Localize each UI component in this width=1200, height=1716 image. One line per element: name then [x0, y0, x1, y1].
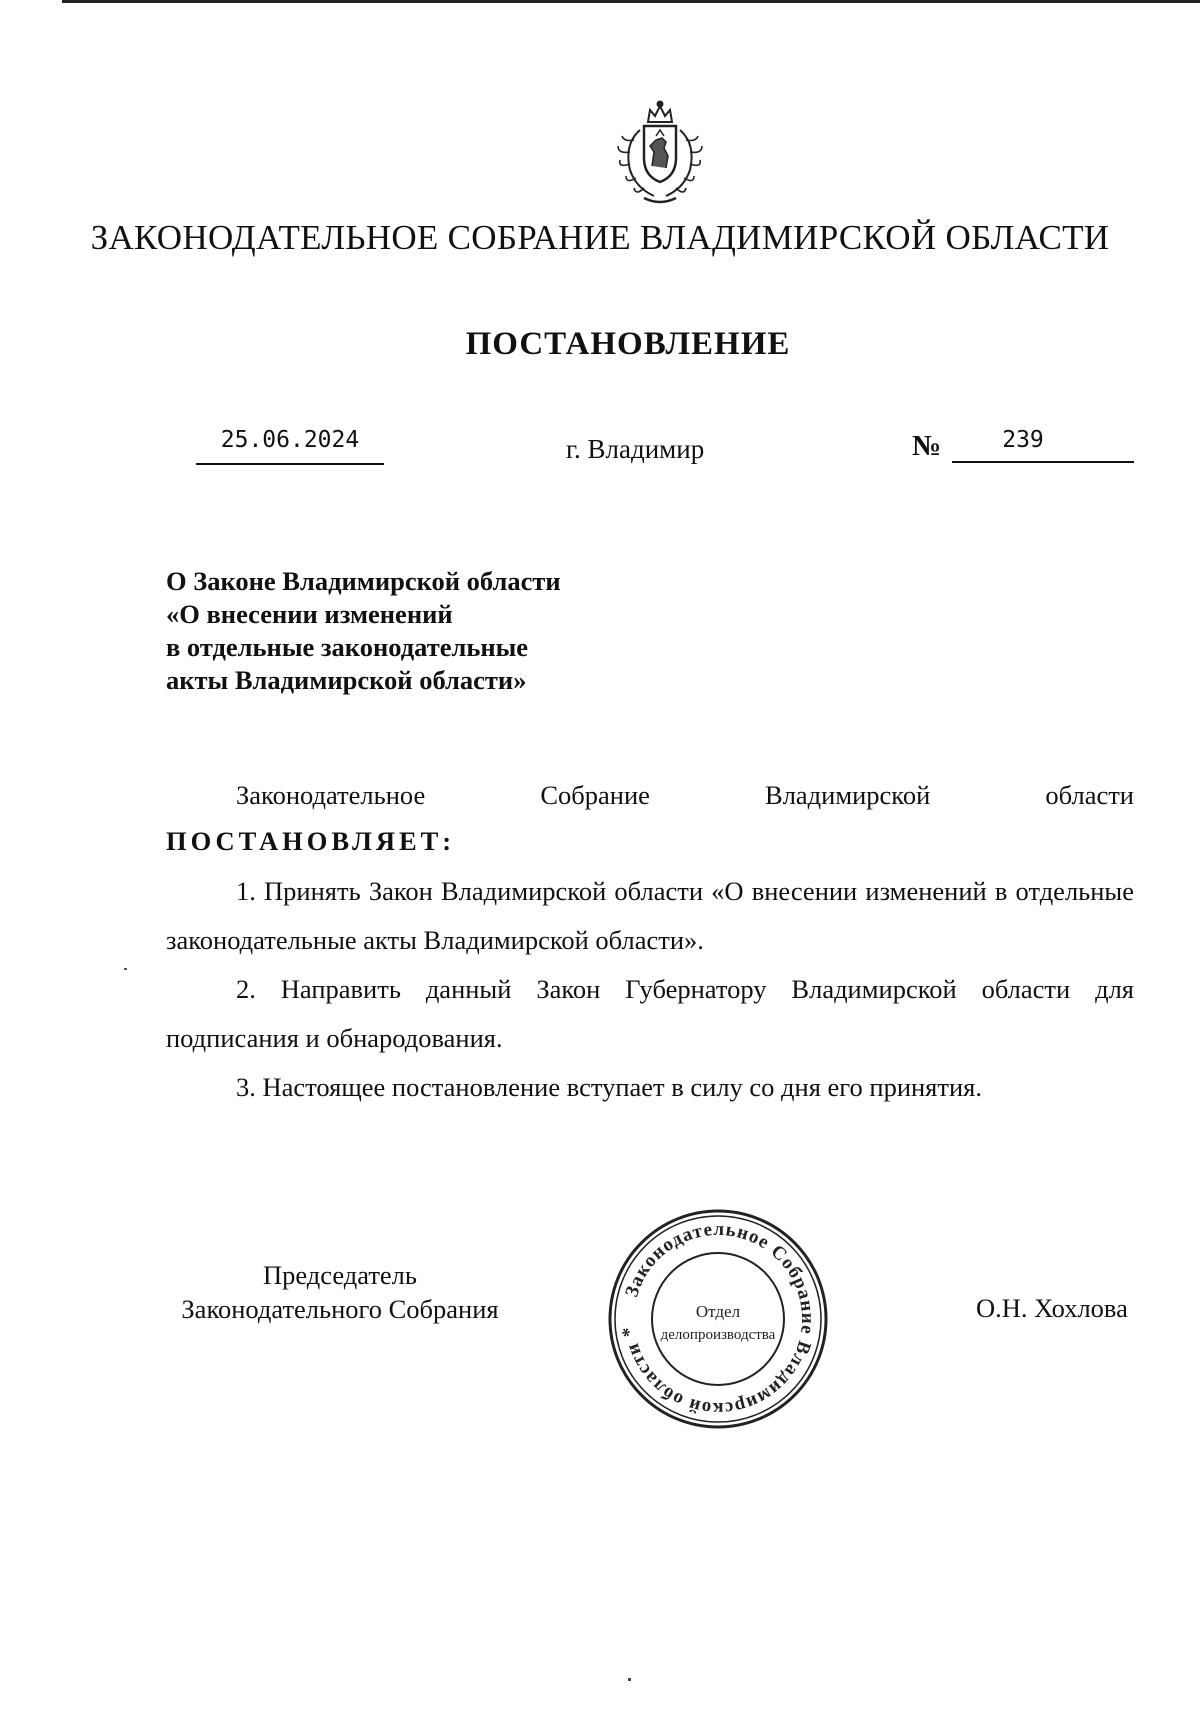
intro-word: области [1045, 780, 1134, 810]
signatory-title-line: Председатель [263, 1260, 417, 1290]
coat-of-arms-icon [610, 100, 710, 208]
paragraph-3: 3. Настоящее постановление вступает в силу со дня его принятия. [236, 1072, 982, 1102]
document-date: 25.06.2024 [196, 425, 384, 465]
document-subject [166, 565, 561, 697]
number-sign: № [912, 430, 942, 462]
signatory-title-line: Законодательного Собрания [181, 1294, 499, 1324]
paragraph-1: 1. Принять Закон Владимирской области «О внесении изменений в отдельные законодательные акты Владимирской области». [166, 876, 1134, 955]
document-body [166, 775, 1134, 1112]
intro-word: Законодательное [236, 780, 426, 810]
paragraph-2: 2. Направить данный Закон Губернатору Владимирской области для подписания и обнародования. [166, 974, 1134, 1053]
subject-line: акты Владимирской области» [166, 665, 527, 695]
document-city: г. Владимир [566, 434, 705, 464]
intro-word: Владимирской [765, 780, 931, 810]
stamp-center-line: Отдел [695, 1302, 741, 1321]
intro-word: Собрание [540, 780, 650, 810]
organization-title: ЗАКОНОДАТЕЛЬНОЕ СОБРАНИЕ ВЛАДИМИРСКОЙ ОБЛАСТИ [90, 218, 1110, 257]
decree-word: ПОСТАНОВЛЯЕТ: [166, 826, 456, 856]
stamp-ring-text: Законодательное Собрание Владимирской области * [618, 1218, 819, 1420]
document-type-heading: ПОСТАНОВЛЕНИЕ [465, 326, 791, 362]
top-scan-edge-line [62, 0, 1200, 3]
signatory-title [160, 1258, 520, 1326]
subject-line: «О внесении изменений [166, 599, 453, 629]
subject-line: в отдельные законодательные [166, 632, 529, 662]
stamp-center-line: делопроизводства [660, 1327, 776, 1343]
official-stamp [604, 1205, 832, 1433]
document-number: 239 [952, 425, 1134, 463]
subject-line: О Законе Владимирской области [166, 566, 561, 596]
scan-speck [124, 968, 127, 970]
signatory-name: О.Н. Хохлова [976, 1293, 1128, 1323]
scan-speck [628, 1678, 631, 1681]
intro-line [166, 775, 1134, 815]
